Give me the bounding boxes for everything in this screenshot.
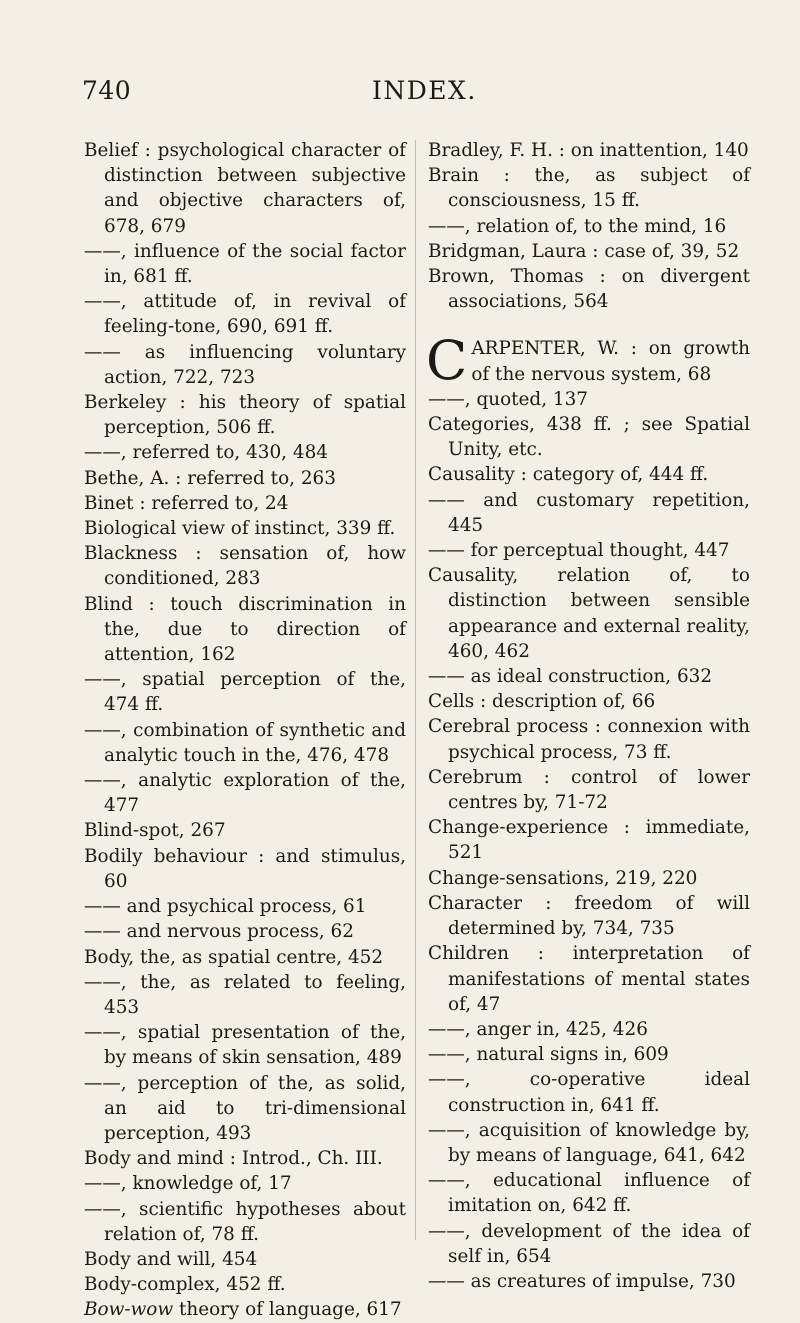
index-entry: Bethe, A. : referred to, 263 [84, 467, 336, 489]
index-entry: Bodily behaviour : and stimulus, 60 [84, 845, 406, 892]
index-entry: ——, acquisition of knowledge by, by means of language, 641, 642 [428, 1119, 750, 1166]
index-entry: Brain : the, as subject of consciousness, 15 ff. [428, 165, 750, 212]
index-entry: Children : interpretation of manifestations of mental states of, 47 [428, 943, 750, 1015]
index-entry: Bridgman, Laura : case of, 39, 52 [428, 240, 740, 262]
page-number: 740 [82, 76, 132, 105]
dropcap-entry-text: ARPENTER, W. : on growth of the nervous system, 68 [471, 338, 750, 385]
index-entry: ——, perception of the, as solid, an aid to tri-dimensional perception, 493 [84, 1072, 406, 1144]
index-entry: ——, quoted, 137 [428, 388, 589, 410]
index-entry: Cerebrum : control of lower centres by, 71-72 [428, 766, 750, 814]
index-entry: ——, combination of synthetic and analytic touch in the, 476, 478 [84, 719, 406, 766]
index-entry: Body and will, 454 [84, 1248, 258, 1270]
column-divider [415, 140, 416, 1240]
index-entry: Character : freedom of will determined by, 734, 735 [428, 892, 750, 940]
index-entry: Binet : referred to, 24 [84, 492, 289, 514]
index-entry: Blind-spot, 267 [84, 820, 226, 842]
index-entry: ——, spatial presentation of the, by means of skin sensation, 489 [84, 1022, 406, 1069]
index-entry: ——, referred to, 430, 484 [84, 442, 328, 464]
index-entry: —— as creatures of impulse, 730 [428, 1270, 736, 1292]
index-entry: ——, development of the idea of self in, 654 [428, 1220, 750, 1267]
index-entry: —— as ideal construction, 632 [428, 666, 713, 688]
right-column [428, 138, 750, 1294]
index-entry: ——, analytic exploration of the, 477 [84, 770, 406, 817]
index-entry: ——, knowledge of, 17 [84, 1173, 292, 1195]
index-entry: Categories, 438 ff. ; see Spatial Unity, etc. [428, 414, 750, 461]
page-header [82, 76, 732, 116]
index-entry: Body-complex, 452 ff. [84, 1274, 286, 1296]
index-entry: Brown, Thomas : on divergent associations, 564 [428, 266, 750, 313]
index-entry: ——, influence of the social factor in, 681 ff. [84, 240, 406, 288]
section-c-first-entry [426, 329, 750, 393]
index-entry: Cells : description of, 66 [428, 691, 656, 713]
index-entry: Causality, relation of, to distinction between sensible appearance and external reality, 460, 462 [428, 565, 750, 662]
index-entry: ——, scientific hypotheses about relation of, 78 ff. [84, 1198, 406, 1245]
index-entry: Bradley, F. H. : on inattention, 140 [428, 140, 749, 161]
index-entry: —— and nervous process, 62 [84, 921, 354, 943]
index-entry: ——, co-operative ideal construction in, 641 ff. [428, 1069, 750, 1116]
entry-rest: theory of language, 617 [173, 1299, 402, 1321]
index-entry: ——, relation of, to the mind, 16 [428, 215, 727, 237]
index-entry: Causality : category of, 444 ff. [428, 464, 709, 486]
index-entry: Body and mind : Introd., Ch. III. [84, 1148, 383, 1170]
index-entry: ——, the, as related to feeling, 453 [84, 971, 406, 1018]
index-entry: Blind : touch discrimination in the, due to direction of attention, 162 [84, 593, 406, 666]
index-entry: Change-experience : immediate, 521 [428, 817, 750, 864]
index-entry-last [84, 1297, 406, 1322]
index-entry: Body, the, as spatial centre, 452 [84, 946, 384, 968]
index-entry: Berkeley : his theory of spatial perception, 506 ff. [84, 392, 406, 439]
index-entry: ——, natural signs in, 609 [428, 1044, 669, 1066]
index-entry: Belief : psychological character of distinction between subjective and objective characters of, 678, 679 [84, 140, 406, 237]
drop-cap-letter: C [426, 329, 468, 393]
italic-term: Bow-wow [84, 1299, 174, 1321]
index-entry: —— for perceptual thought, 447 [428, 540, 730, 562]
index-entry: Cerebral process : connexion with psychical process, 73 ff. [428, 716, 750, 763]
index-entry: —— as influencing voluntary action, 722, 723 [84, 341, 406, 388]
left-column [84, 138, 406, 1323]
index-entry: —— and psychical process, 61 [84, 896, 367, 918]
index-entry: Blackness : sensation of, how conditioned, 283 [84, 543, 406, 590]
index-entry: ——, educational influence of imitation on, 642 ff. [428, 1170, 750, 1217]
running-head: INDEX. [372, 76, 477, 105]
index-entry: ——, anger in, 425, 426 [428, 1018, 648, 1040]
index-entry: ——, attitude of, in revival of feeling-tone, 690, 691 ff. [84, 291, 406, 338]
section-gap [428, 314, 750, 336]
index-entry: —— and customary repetition, 445 [428, 489, 750, 536]
index-entry: Biological view of instinct, 339 ff. [84, 518, 396, 540]
index-entry: Change-sensations, 219, 220 [428, 867, 698, 889]
index-entry: ——, spatial perception of the, 474 ff. [84, 669, 406, 716]
